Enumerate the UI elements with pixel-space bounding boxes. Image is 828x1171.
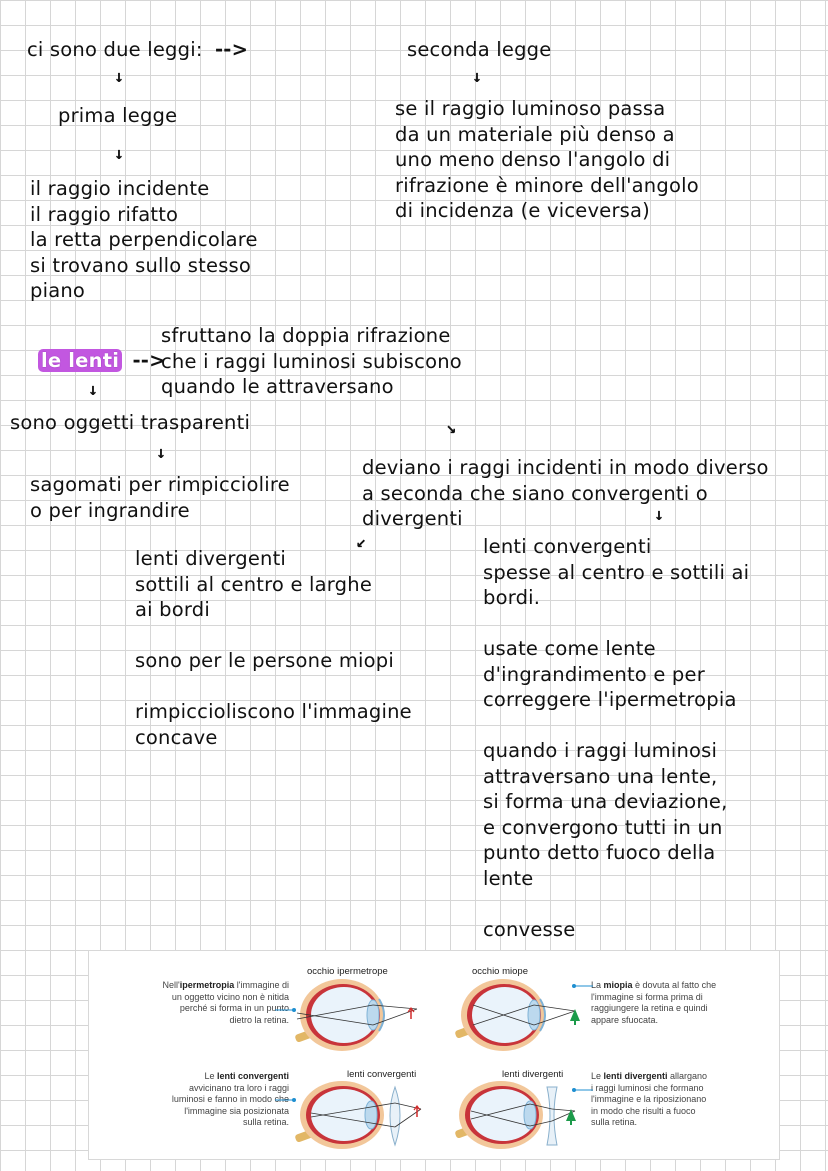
caption-line: dietro la retina. [229, 1014, 289, 1025]
caption-line: perché si forma in un punto [179, 1003, 289, 1013]
convergent-line: convesse [483, 917, 576, 941]
converging-caption [172, 1071, 289, 1129]
caption-line: un oggetto vicino non è nitida [171, 991, 289, 1002]
myopic-eye-diagram [451, 975, 581, 1055]
tree-trunk [574, 1021, 576, 1025]
caption-line: Nell'ipermetropia l'immagine di [162, 980, 289, 990]
first-law-title: prima legge [58, 104, 178, 127]
lenses-use-line: sfruttano la doppia rifrazione [161, 324, 451, 347]
convergent-line: d'ingrandimento e per [483, 662, 705, 686]
convergent-line: punto detto fuoco della [483, 841, 716, 864]
second-law-line: da un materiale più denso a [395, 122, 675, 146]
convergent-line: attraversano una lente, [483, 764, 718, 788]
diverging-lens-label: lenti divergenti [502, 1069, 564, 1080]
lenses-definition: sono oggetti trasparenti [10, 411, 251, 434]
deviate-line: a seconda che siano convergenti o [362, 481, 708, 505]
diverging-lens-shape [547, 1087, 557, 1145]
laws-intro-text: ci sono due leggi: [27, 38, 203, 61]
first-law-text [30, 176, 258, 304]
convergent-line [483, 891, 749, 917]
second-law-text [395, 96, 699, 224]
divergent-line: rimpiccioliscono l'immagine [135, 700, 412, 723]
lenses-heading [38, 348, 166, 374]
first-law-line: si trovano sullo stesso [30, 253, 252, 277]
deviate-line: divergenti [362, 507, 463, 530]
shaped-text [30, 472, 290, 523]
converging-lens-eye-diagram [287, 1075, 427, 1155]
caption-line: sulla retina. [591, 1117, 638, 1127]
caption-line: luminosi e fanno in modo che [171, 1094, 289, 1104]
convergent-line: lente [483, 866, 534, 890]
convergent-line: lenti convergenti [483, 535, 652, 558]
second-law-line: di incidenza (e viceversa) [395, 199, 650, 222]
laws-intro [27, 37, 248, 63]
caption-line: in modo che risulti a fuoco [591, 1105, 696, 1116]
convergent-line [483, 611, 749, 637]
caption-line: sulla retina. [242, 1117, 289, 1127]
arrow-right-icon: --> [132, 349, 166, 372]
second-law-line: se il raggio luminoso passa [395, 97, 666, 120]
first-law-line: piano [30, 279, 86, 302]
pointer-line-icon [275, 1007, 297, 1013]
arrow-diagonal-left-icon: ↙ [356, 532, 367, 552]
first-law-line: il raggio rifatto [30, 202, 179, 226]
caption-line: i raggi luminosi che formano [591, 1082, 704, 1093]
hyperopia-caption [163, 980, 290, 1026]
deviate-text [362, 455, 769, 532]
arrow-down-icon: ↓ [113, 144, 125, 164]
eye-figure [88, 950, 780, 1160]
eye-lens [365, 1101, 377, 1129]
arrow-down-icon: ↓ [471, 67, 483, 87]
second-law-line: rifrazione è minore dell'angolo [395, 173, 699, 197]
divergent-line: sono per le persone miopi [135, 649, 394, 672]
second-law-line: uno meno denso l'angolo di [395, 148, 671, 171]
deviate-line: deviano i raggi incidenti in modo diverso [362, 456, 769, 479]
pointer-line-icon [571, 983, 593, 989]
shaped-line: sagomati per rimpicciolire [30, 473, 290, 496]
convergent-line: si forma una deviazione, [483, 790, 728, 813]
hyperopic-eye-title: occhio ipermetrope [307, 966, 388, 977]
caption-line: avvicinano tra loro i raggi [188, 1082, 289, 1093]
convergent-line: correggere l'ipermetropia [483, 688, 737, 711]
caption-line: Le lenti divergenti allargano [591, 1071, 708, 1081]
lenses-label: le lenti [38, 349, 122, 372]
caption-line: La miopia è dovuta al fatto che [591, 980, 717, 990]
caption-term: lenti divergenti [603, 1071, 668, 1081]
divergent-line: lenti divergenti [135, 547, 287, 570]
diverging-lens-eye-diagram [451, 1075, 581, 1155]
tree-trunk [570, 1121, 572, 1125]
convergent-line: bordi. [483, 586, 541, 609]
arrow-down-icon: ↓ [113, 67, 125, 87]
convergent-line [483, 713, 749, 739]
caption-line: l'immagine e la riposizionano [591, 1094, 707, 1104]
divergent-line: sottili al centro e larghe [135, 572, 373, 596]
pointer-line-icon [571, 1087, 593, 1093]
myopic-eye-title: occhio miope [472, 966, 528, 977]
shaped-line: o per ingrandire [30, 498, 190, 522]
convergent-line: spesse al centro e sottili ai [483, 560, 750, 584]
arrow-down-icon: ↓ [653, 505, 665, 525]
convergent-line: quando i raggi luminosi [483, 739, 718, 762]
convergent-line: e convergono tutti in un [483, 815, 723, 839]
first-law-line: il raggio incidente [30, 177, 210, 200]
convergent-lenses-text [483, 534, 749, 942]
convergent-line: usate come lente [483, 637, 656, 660]
caption-term: miopia [603, 980, 633, 990]
caption-line: Le lenti convergenti [204, 1071, 289, 1081]
converging-lens-shape [390, 1087, 400, 1145]
divergent-line [135, 674, 412, 700]
eye-lens [528, 1000, 540, 1030]
divergent-line: ai bordi [135, 598, 210, 621]
eye-lens [367, 1000, 379, 1030]
caption-line: l'immagine sia posizionata [184, 1105, 289, 1116]
converging-lens-label: lenti convergenti [347, 1069, 417, 1080]
lenses-use-line: che i raggi luminosi subiscono [161, 349, 462, 373]
pointer-line-icon [275, 1097, 297, 1103]
arrow-diagonal-icon: ↘ [446, 418, 457, 438]
caption-term: lenti convergenti [216, 1071, 289, 1081]
caption-term: ipermetropia [179, 980, 235, 990]
divergent-line: concave [135, 725, 218, 749]
arrow-right-icon: --> [215, 38, 249, 61]
second-law-title: seconda legge [407, 38, 552, 61]
myopia-caption [591, 980, 716, 1026]
caption-line: appare sfuocata. [591, 1014, 659, 1025]
hyperopic-eye-diagram [287, 975, 427, 1055]
caption-line: l'immagine si forma prima di [591, 991, 703, 1002]
caption-line: raggiungere la retina e quindi [591, 1003, 708, 1013]
divergent-lenses-text [135, 546, 412, 750]
divergent-line [135, 623, 412, 649]
first-law-line: la retta perpendicolare [30, 228, 258, 251]
arrow-down-icon: ↓ [87, 380, 99, 400]
lenses-use-text [161, 323, 462, 400]
diverging-caption [591, 1071, 707, 1129]
lenses-use-line: quando le attraversano [161, 375, 394, 398]
arrow-down-icon: ↓ [155, 443, 167, 463]
